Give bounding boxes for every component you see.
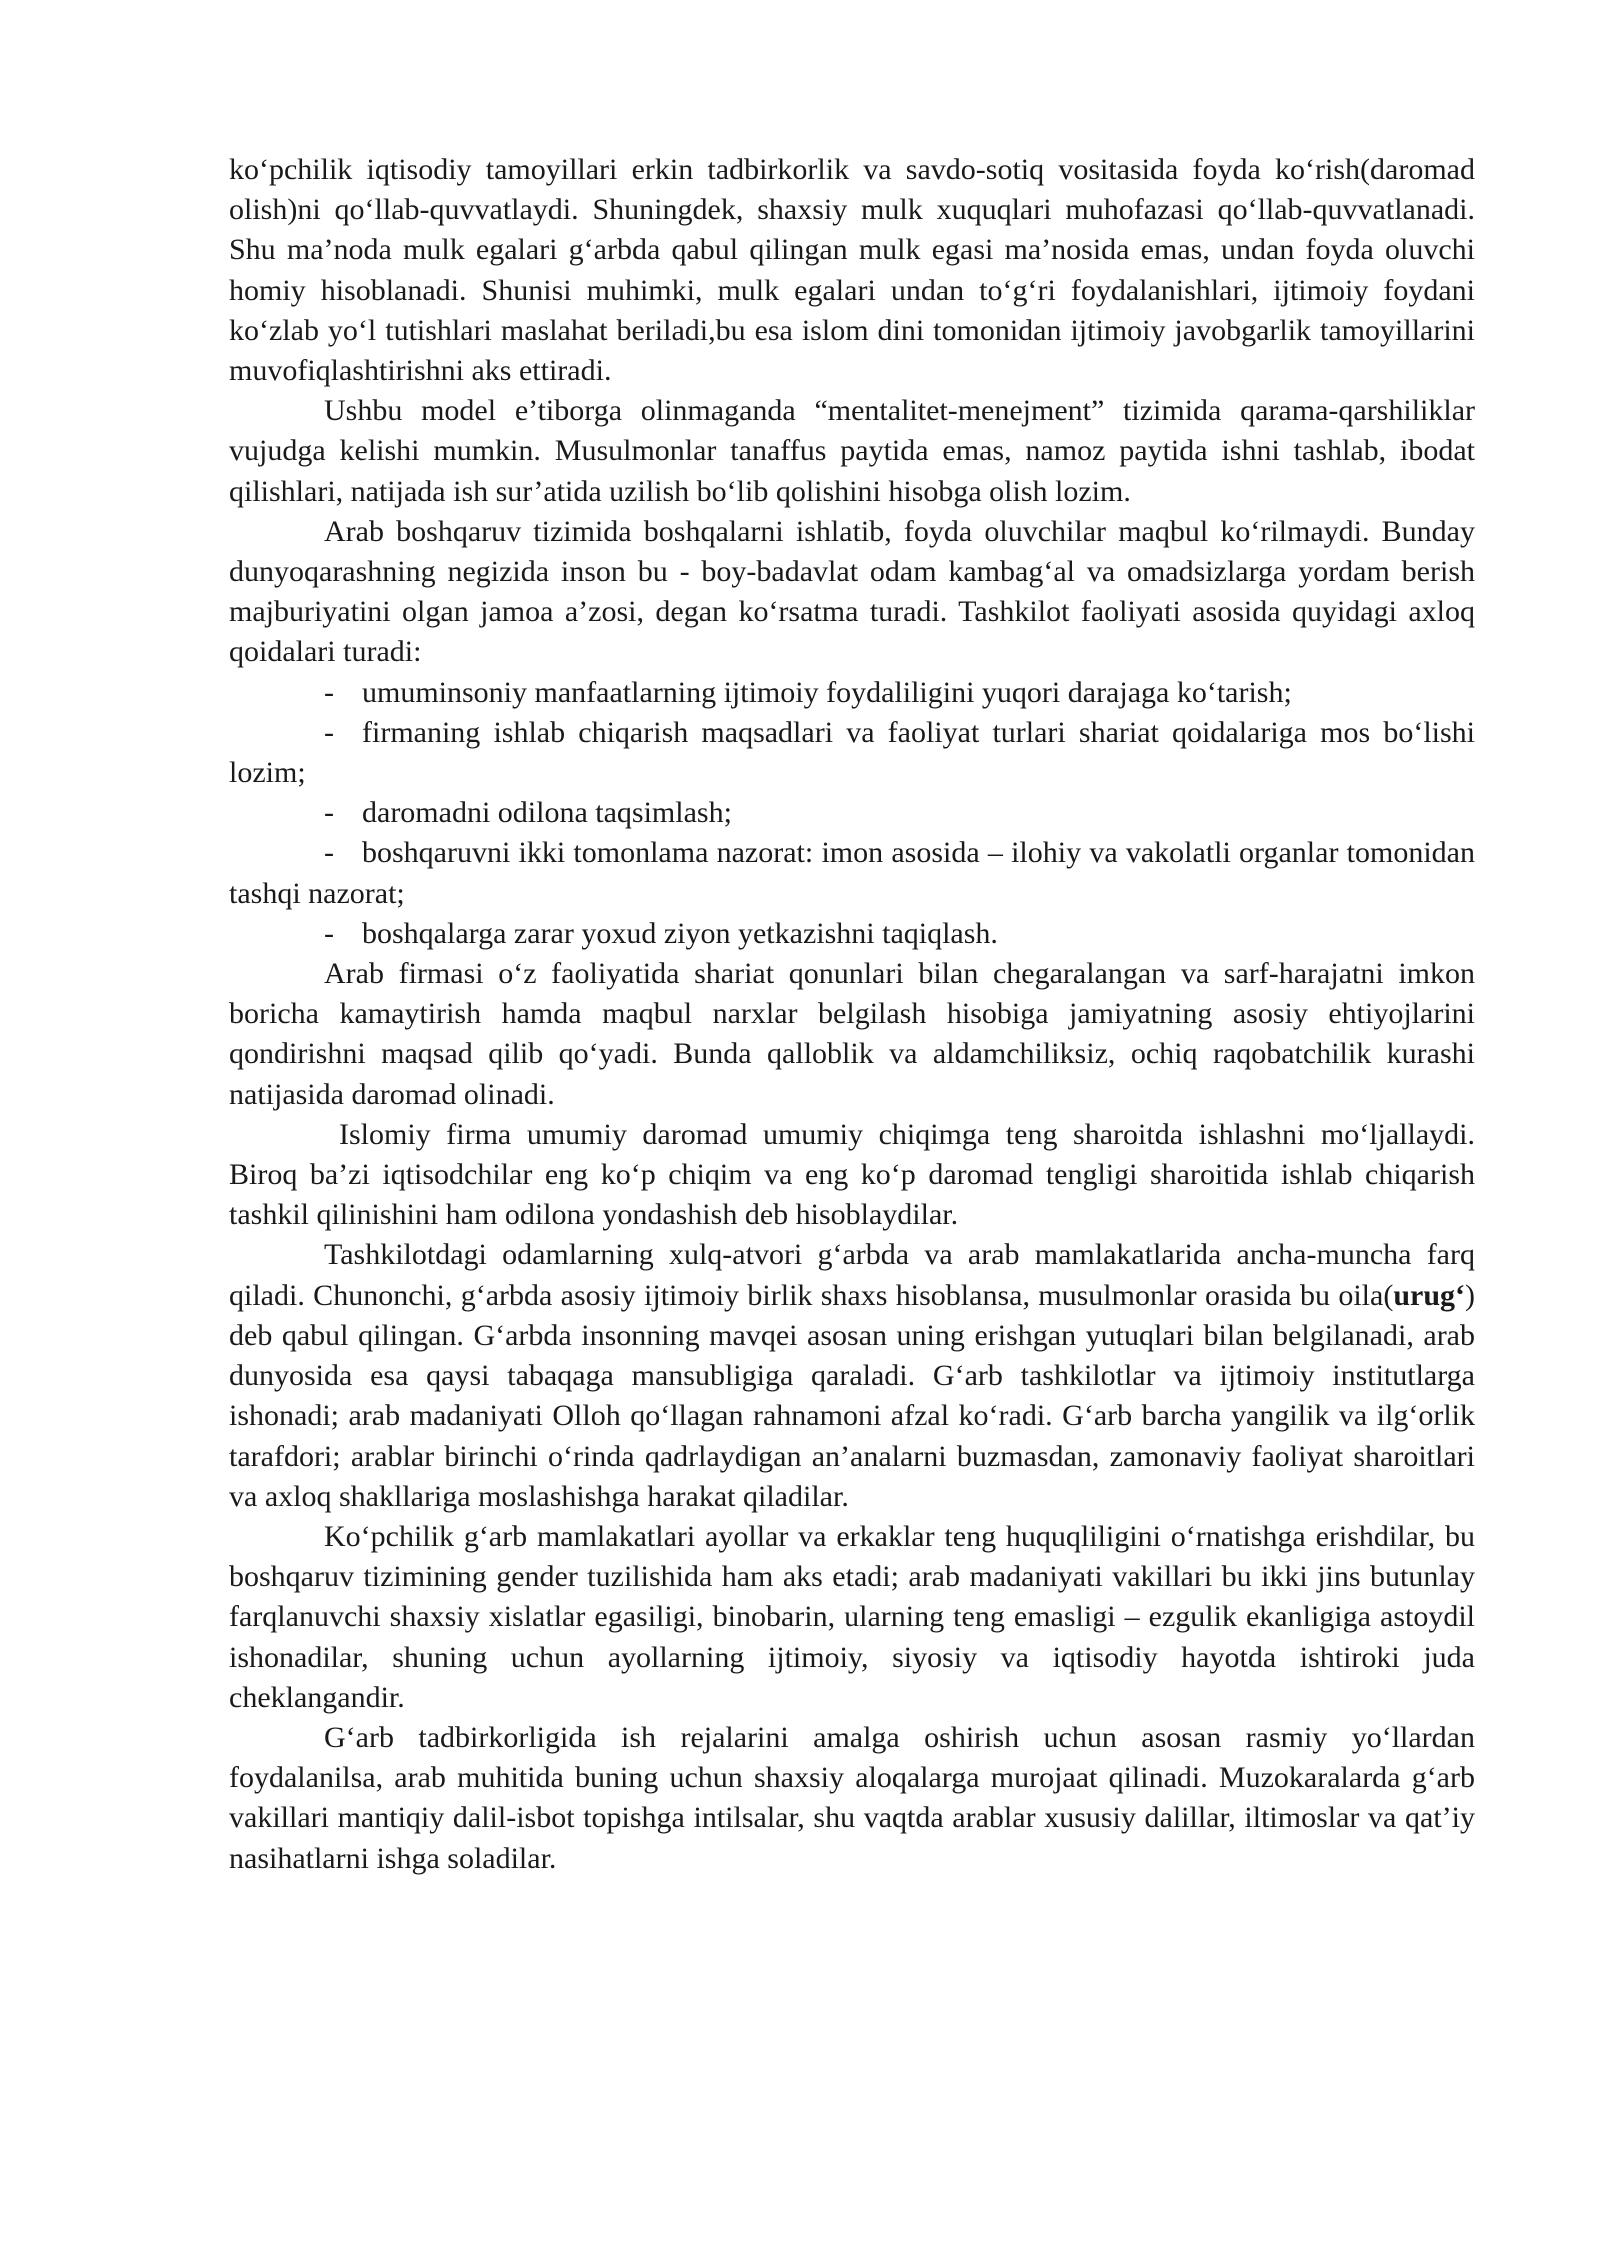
paragraph-1: ko‘pchilik iqtisodiy tamoyillari erkin tadbirkorlik va savdo-sotiq vositasida foyda ko‘rish(daromad olish)ni qo‘llab-quvvatlaydi. Shuningdek, shaxsiy mulk xuquqlari muhofazasi qo‘llab-quvvatlanadi. Shu ma’noda mulk egalari g‘arbda qabul qilingan mulk egasi ma’nosida emas, undan foyda oluvchi homiy hisoblanadi. Shunisi muhimki, mulk egalari undan to‘g‘ri foydalanishlari, ijtimoiy foydani ko‘zlab yo‘l tutishlari maslahat beriladi,bu esa islom dini tomonidan ijtimoiy javobgarlik tamoyillarini muvofiqlashtirishni aks ettiradi. — [229, 153, 1475, 388]
paragraph-9: G‘arb tadbirkorligida ish rejalarini amalga oshirish uchun asosan rasmiy yo‘llardan foydalanilsa, arab muhitida buning uchun shaxsiy aloqalarga murojaat qilinadi. Muzokaralarda g‘arb vakillari mantiqiy dalil-isbot topishga intilsalar, shu vaqtda arablar xususiy dalillar, iltimoslar va qat’iy nasihatlarni ishga soladilar. — [229, 1720, 1475, 1875]
bullet-text: boshqaruvni ikki tomonlama nazorat: imon asosida – ilohiy va vakolatli organlar tomonidan tashqi nazorat; — [229, 836, 1475, 910]
paragraph-8: Ko‘pchilik g‘arb mamlakatlari ayollar va erkaklar teng huquqliligini o‘rnatishga erishdilar, bu boshqaruv tizimining gender tuzilishida ham aks etadi; arab madaniyati vakillari bu ikki jins butunlay farqlanuvchi shaxsiy xislatlar egasiligi, binobarin, ularning teng emasligi – ezgulik ekanligiga astoydil ishonadilar, shuning uchun ayollarning ijtimoiy, siyosiy va iqtisodiy hayotda ishtiroki juda cheklangandir. — [229, 1519, 1475, 1714]
paragraph-7-text-a: Tashkilotdagi odamlarning xulq-atvori g‘arbda va arab mamlakatlarida ancha-muncha farq qiladi. Chunonchi, g‘arbda asosiy ijtimoiy birlik shaxs hisoblansa, musulmonlar orasida bu oila( — [229, 1238, 1475, 1312]
paragraph-7 — [229, 1235, 1475, 1516]
document-page — [229, 150, 1475, 1879]
bullet-item-3 — [229, 793, 1475, 833]
bullet-item-4 — [229, 833, 1475, 913]
bullet-dash: - — [324, 715, 334, 749]
bullet-dash: - — [324, 796, 334, 830]
paragraph-7-text-b: ) deb qabul qilingan. G‘arbda insonning mavqei asosan uning erishgan yutuqlari bilan belgilanadi, arab dunyosida esa qaysi tabaqaga mansubligiga qaraladi. G‘arb tashkilotlar va ijtimoiy institutlarga ishonadi; arab madaniyati Olloh qo‘llagan rahnamoni afzal ko‘radi. G‘arb barcha yangilik va ilg‘orlik tarafdori; arablar birinchi o‘rinda qadrlaydigan an’analarni buzmasdan, zamonaviy faoliyat sharoitlari va axloq shakllariga moslashishga harakat qiladilar. — [229, 1278, 1475, 1513]
bullet-item-2 — [229, 713, 1475, 793]
bullet-item-5 — [229, 914, 1475, 954]
paragraph-5: Arab firmasi o‘z faoliyatida shariat qonunlari bilan chegaralangan va sarf-harajatni imkon boricha kamaytirish hamda maqbul narxlar belgilash hisobiga jamiyatning asosiy ehtiyojlarini qondirishni maqsad qilib qo‘yadi. Bunda qalloblik va aldamchiliksiz, ochiq raqobatchilik kurashi natijasida daromad olinadi. — [229, 957, 1475, 1111]
bullet-text: daromadni odilona taqsimlash; — [362, 796, 732, 830]
paragraph-2: Ushbu model e’tiborga olinmaganda “mentalitet-menejment” tizimida qarama-qarshiliklar vujudga kelishi mumkin. Musulmonlar tanaffus paytida emas, namoz paytida ishni tashlab, ibodat qilishlari, natijada ish sur’atida uzilish bo‘lib qolishini hisobga olish lozim. — [229, 394, 1475, 508]
bullet-dash: - — [324, 916, 334, 950]
paragraph-6: Islomiy firma umumiy daromad umumiy chiqimga teng sharoitda ishlashni mo‘ljallaydi. Biroq ba’zi iqtisodchilar eng ko‘p chiqim va eng ko‘p daromad tengligi sharoitida ishlab chiqarish tashkil qilinishini ham odilona yondashish deb hisoblaydilar. — [229, 1117, 1475, 1232]
paragraph-7-bold-term: urug‘ — [1393, 1278, 1465, 1312]
bullet-text: umuminsoniy manfaatlarning ijtimoiy foydaliligini yuqori darajaga ko‘tarish; — [362, 675, 1292, 709]
paragraph-3: Arab boshqaruv tizimida boshqalarni ishlatib, foyda oluvchilar maqbul ko‘rilmaydi. Bunday dunyoqarashning negizida inson bu - boy-badavlat odam kambag‘al va omadsizlarga yordam berish majburiyatini olgan jamoa a’zosi, degan ko‘rsatma turadi. Tashkilot faoliyati asosida quyidagi axloq qoidalari turadi: — [229, 514, 1475, 669]
bullet-text: firmaning ishlab chiqarish maqsadlari va faoliyat turlari shariat qoidalariga mos bo‘lishi lozim; — [229, 715, 1475, 790]
bullet-dash: - — [324, 675, 334, 709]
bullet-dash: - — [324, 836, 334, 870]
bullet-item-1 — [229, 673, 1475, 713]
bullet-text: boshqalarga zarar yoxud ziyon yetkazishni taqiqlash. — [362, 916, 998, 950]
